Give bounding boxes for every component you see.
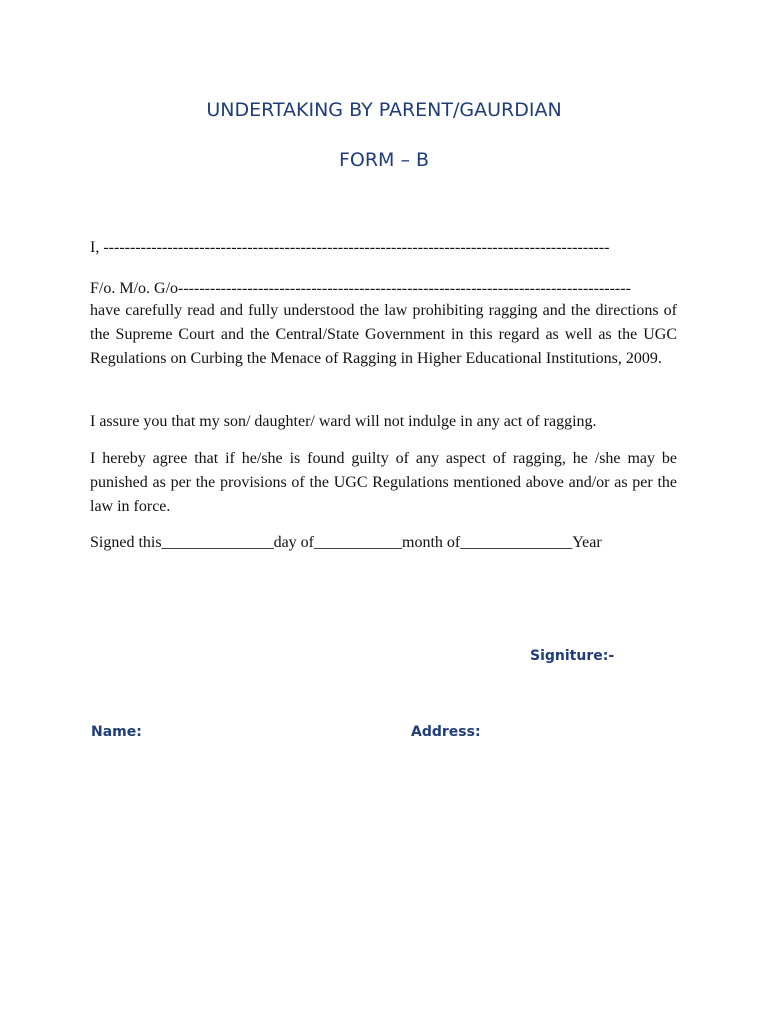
declarant-name-line: I, ----------------------------------------------------------------------------------------------- <box>90 239 610 256</box>
signed-date-line: Signed this______________day of___________month of______________Year <box>90 534 602 551</box>
form-title: UNDERTAKING BY PARENT/GAURDIAN <box>206 99 562 121</box>
signature-label: Signiture:- <box>530 648 615 664</box>
agreement-paragraph: I hereby agree that if he/she is found guilty of any aspect of ragging, he /she may be punished as per the provisions of the UGC Regulations mentioned above and/or as per the law in force. <box>90 450 677 515</box>
name-label: Name: <box>91 724 142 740</box>
address-label: Address: <box>411 724 481 740</box>
relation-line: F/o. M/o. G/o------------------------------------------------------------------------------------- <box>90 280 631 297</box>
declaration-paragraph: have carefully read and fully understood the law prohibiting ragging and the directions of the Supreme Court and the Central/State Government in this regard as well as the UGC Regulations on Curbing the Menace of Ragging in Higher Educational Institutions, 2009. <box>90 302 677 367</box>
assurance-paragraph: I assure you that my son/ daughter/ ward will not indulge in any act of ragging. <box>90 413 597 430</box>
form-subtitle: FORM – B <box>338 149 430 171</box>
